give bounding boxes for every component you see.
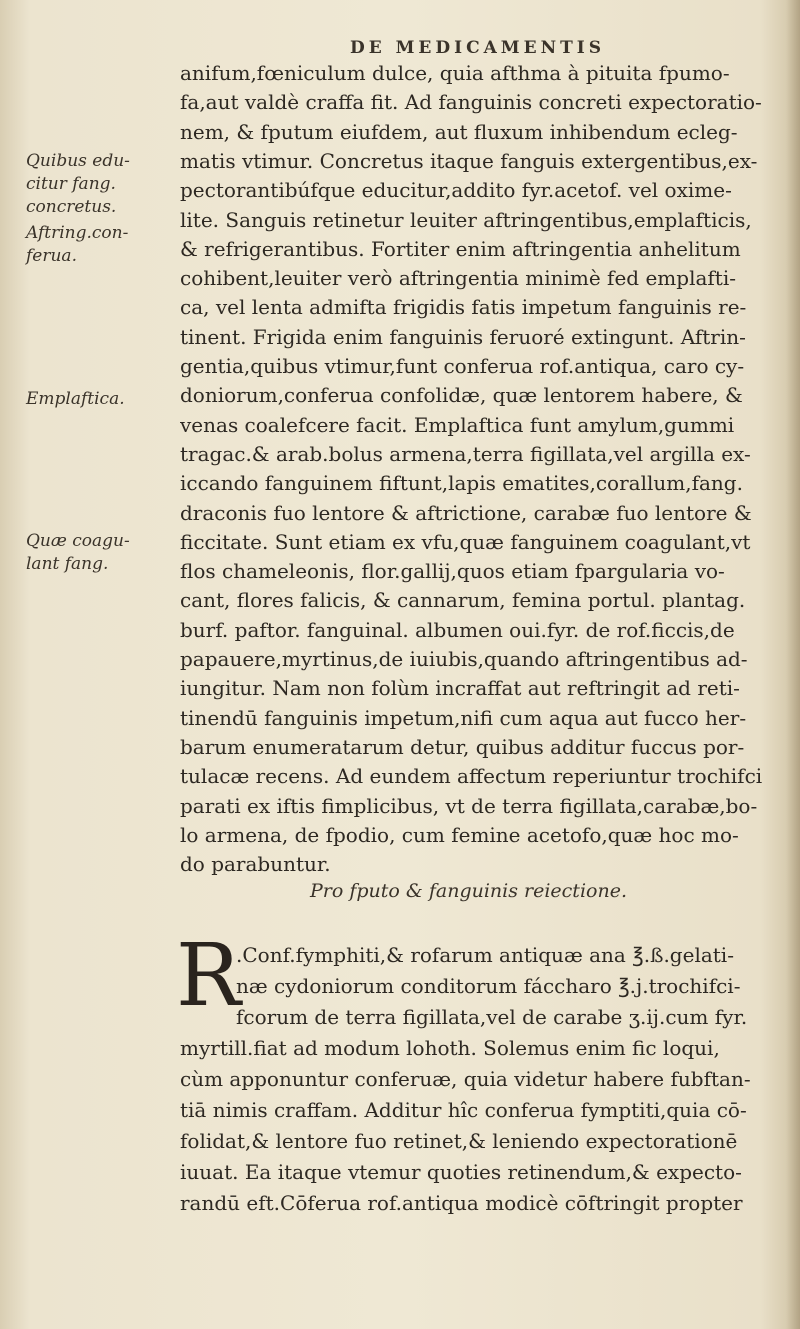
recipe-line: .Conf.fymphiti,& rofarum antiquæ ana ℥.ß.gelati- bbox=[236, 943, 734, 967]
text-line: lite. Sanguis retinetur leuiter aftringentibus,emplafticis, bbox=[180, 208, 752, 232]
recipe-line: cùm apponuntur conferuæ, quia videtur habere fubftan- bbox=[180, 1067, 751, 1091]
page-edge-shadow bbox=[786, 0, 800, 1329]
text-line: matis vtimur. Concretus itaque fanguis extergentibus,ex- bbox=[180, 149, 758, 173]
text-line: ficcitate. Sunt etiam ex vfu,quæ fanguinem coagulant,vt bbox=[180, 530, 751, 554]
text-line: tinent. Frigida enim fanguinis feruoré extingunt. Aftrin- bbox=[180, 325, 746, 349]
text-line: gentia,quibus vtimur,funt conferua rof.antiqua, caro cy- bbox=[180, 354, 745, 378]
text-line: ca, vel lenta admifta frigidis fatis impetum fanguinis re- bbox=[180, 295, 747, 319]
recipe-line: folidat,& lentore fuo retinet,& leniendo expectorationē bbox=[180, 1129, 738, 1153]
text-line: cant, flores falicis, & cannarum, femina portul. plantag. bbox=[180, 588, 746, 612]
margin-note: Aftring.con- bbox=[26, 223, 129, 243]
text-line: papauere,myrtinus,de iuiubis,quando aftringentibus ad- bbox=[180, 647, 748, 671]
text-line: parati ex iftis fimplicibus, vt de terra figillata,carabæ,bo- bbox=[180, 794, 758, 818]
margin-note: citur fang. bbox=[26, 174, 116, 194]
running-head: DE MEDICAMENTIS bbox=[350, 38, 606, 58]
text-line: tulacæ recens. Ad eundem affectum reperiuntur trochifci bbox=[180, 764, 763, 788]
text-line: doniorum,conferua confolidæ, quæ lentorem habere, & bbox=[180, 383, 743, 407]
margin-note: Quibus edu- bbox=[26, 151, 130, 171]
text-line: & refrigerantibus. Fortiter enim aftringentia anhelitum bbox=[180, 237, 741, 261]
margin-note: lant fang. bbox=[26, 554, 109, 574]
text-line: lo armena, de fpodio, cum femine acetofo,quæ hoc mo- bbox=[180, 823, 739, 847]
margin-note: Quæ coagu- bbox=[26, 531, 130, 551]
recipe-line: næ cydoniorum conditorum fáccharo ℥.j.trochifci- bbox=[236, 974, 741, 998]
text-line: draconis fuo lentore & aftrictione, carabæ fuo lentore & bbox=[180, 501, 752, 525]
margin-note: concretus. bbox=[26, 197, 117, 217]
text-line: pectorantibúfque educitur,addito fyr.acetof. vel oxime- bbox=[180, 178, 732, 202]
text-line: nem, & fputum eiufdem, aut fluxum inhibendum ecleg- bbox=[180, 120, 738, 144]
text-line: do parabuntur. bbox=[180, 852, 331, 876]
recipe-line: myrtill.fiat ad modum lohoth. Solemus enim fic loqui, bbox=[180, 1036, 720, 1060]
text-line: tragac.& arab.bolus armena,terra figillata,vel argilla ex- bbox=[180, 442, 751, 466]
drop-cap: R bbox=[176, 926, 241, 1026]
text-line: cohibent,leuiter verò aftringentia minimè fed emplafti- bbox=[180, 266, 736, 290]
text-line: tinendū fanguinis impetum,nifi cum aqua aut fucco her- bbox=[180, 706, 747, 730]
text-line: venas coalefcere facit. Emplaftica funt amylum,gummi bbox=[180, 413, 735, 437]
text-line: fa,aut valdè craffa fit. Ad fanguinis concreti expectoratio- bbox=[180, 90, 762, 114]
text-line: iungitur. Nam non folùm incraffat aut reftringit ad reti- bbox=[180, 676, 740, 700]
recipe-line: randū eft.Cōferua rof.antiqua modicè cōftringit propter bbox=[180, 1191, 743, 1215]
recipe-line: tiā nimis craffam. Additur hîc conferua fymptiti,quia cō- bbox=[180, 1098, 747, 1122]
text-line: iccando fanguinem fiftunt,lapis ematites,corallum,fang. bbox=[180, 471, 743, 495]
text-line: barum enumeratarum detur, quibus additur fuccus por- bbox=[180, 735, 745, 759]
text-line: burf. paftor. fanguinal. albumen oui.fyr. de rof.ficcis,de bbox=[180, 618, 735, 642]
margin-note: Emplaftica. bbox=[26, 389, 125, 409]
margin-note: ferua. bbox=[26, 246, 77, 266]
recipe-line: fcorum de terra figillata,vel de carabe ʒ.ij.cum fyr. bbox=[236, 1005, 748, 1029]
recipe-line: iuuat. Ea itaque vtemur quoties retinendum,& expecto- bbox=[180, 1160, 742, 1184]
text-line: flos chameleonis, flor.gallij,quos etiam fpargularia vo- bbox=[180, 559, 725, 583]
recipe-heading: Pro fputo & fanguinis reiectione. bbox=[310, 880, 627, 902]
text-line: anifum,fœniculum dulce, quia afthma à pituita fpumo- bbox=[180, 61, 730, 85]
